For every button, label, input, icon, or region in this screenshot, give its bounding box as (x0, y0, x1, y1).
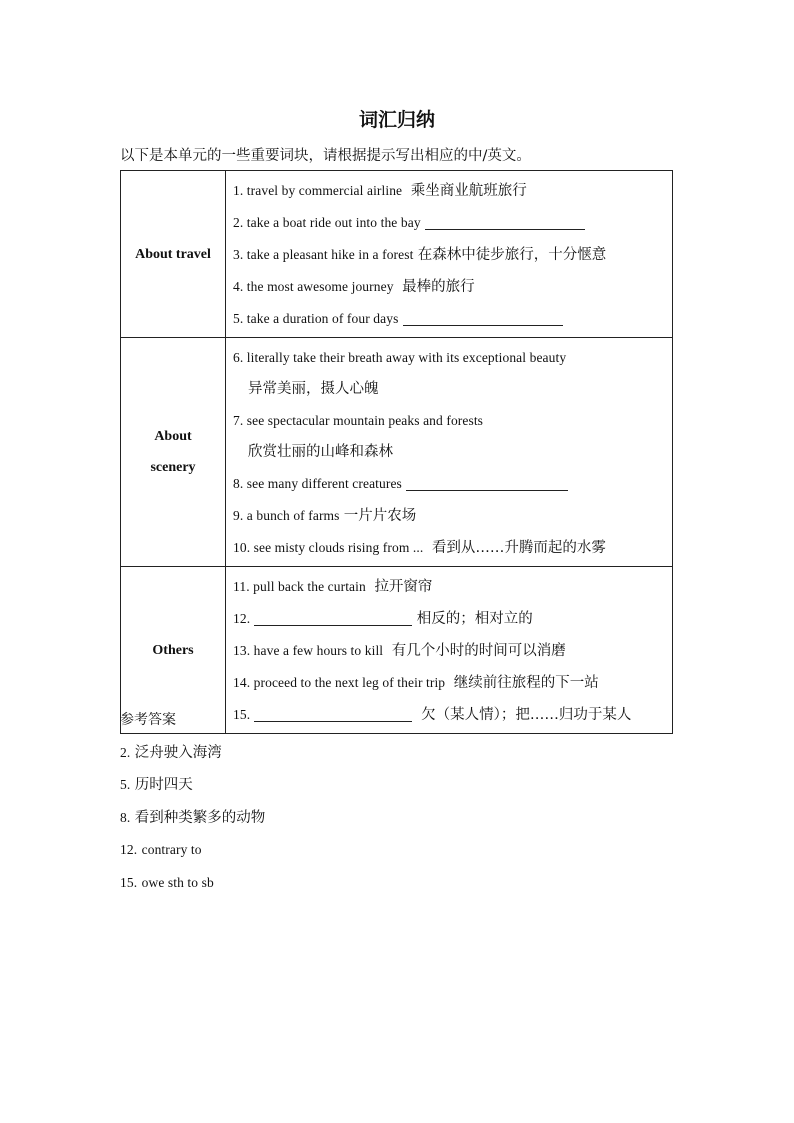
answer-number: 5. (120, 777, 131, 792)
category-cell (121, 171, 226, 338)
section-about-scenery (121, 338, 673, 567)
answer-text: contrary to (141, 842, 202, 857)
vocab-entry (233, 342, 672, 374)
vocab-entry (233, 207, 672, 239)
entry-chinese: 欠（某人情）；把……归功于某人 (421, 707, 632, 723)
entry-chinese: 有几个小时的时间可以消磨 (391, 643, 566, 659)
entry-english: 12. (233, 611, 251, 626)
entry-english: 7. see spectacular mountain peaks and forests (233, 413, 484, 428)
entry-english: 13. have a few hours to kill (233, 643, 384, 658)
entry-english: 11. pull back the curtain (233, 579, 366, 594)
answer-text: owe sth to sb (141, 874, 214, 890)
answer-item (120, 867, 265, 900)
vocab-entry (233, 635, 672, 667)
entry-chinese: 在森林中徒步旅行，十分惬意 (417, 247, 607, 263)
entry-english: 6. literally take their breath away with its exceptional beauty (233, 350, 567, 365)
answer-blank (425, 215, 585, 230)
answer-number: 8. (120, 809, 131, 825)
answer-key-heading: 参考答案 (120, 712, 176, 728)
entry-english: 4. the most awesome journey (233, 279, 394, 294)
entry-english: 1. travel by commercial airline (233, 183, 403, 198)
entry-chinese: 继续前往旅程的下一站 (453, 675, 599, 691)
vocab-entry (233, 374, 672, 405)
answer-key (120, 705, 265, 899)
category-label: About (154, 429, 192, 444)
entry-english: 2. take a boat ride out into the bay (233, 215, 421, 230)
answer-text: 看到种类繁多的动物 (134, 809, 266, 826)
entries-cell (226, 567, 673, 734)
entry-chinese: 异常美丽，摄人心魄 (248, 381, 379, 397)
entry-chinese: 拉开窗帘 (374, 579, 433, 595)
entry-chinese: 乘坐商业航班旅行 (410, 183, 527, 199)
entry-english: 9. a bunch of farms (233, 508, 340, 523)
vocab-entry (233, 239, 672, 271)
vocab-entry (233, 667, 672, 699)
entries-cell (226, 338, 673, 567)
entry-english: 8. see many different creatures (233, 476, 402, 491)
category-label: scenery (150, 460, 196, 475)
answer-blank (254, 611, 412, 626)
answer-item (120, 769, 265, 802)
vocab-entry (233, 437, 672, 468)
answer-text: 历时四天 (134, 777, 193, 793)
category-cell (121, 338, 226, 567)
vocabulary-table (120, 170, 673, 734)
page-title: 词汇归纳 (358, 109, 435, 131)
vocab-entry (233, 175, 672, 207)
answer-number: 12. (120, 842, 138, 857)
entry-chinese: 最棒的旅行 (402, 279, 475, 295)
section-about-travel (121, 171, 673, 338)
entry-chinese: 欣赏壮丽的山峰和森林 (248, 444, 393, 460)
vocab-entry (233, 571, 672, 603)
vocab-entry (233, 532, 672, 564)
entry-chinese: 看到从……升腾而起的水雾 (431, 540, 606, 556)
answer-item (120, 802, 265, 835)
vocab-entry (233, 603, 672, 635)
vocab-entry (233, 303, 672, 335)
vocab-entry (233, 271, 672, 303)
entry-english: 5. take a duration of four days (233, 311, 399, 326)
vocab-entry (233, 405, 672, 437)
answer-number: 15. (120, 874, 138, 890)
answer-item (120, 834, 265, 867)
category-label: Others (152, 642, 194, 658)
answer-blank (254, 707, 412, 722)
vocab-entry (233, 500, 672, 532)
vocab-entry (233, 468, 672, 500)
entry-english: 15. (233, 707, 251, 722)
entry-english: 3. take a pleasant hike in a forest (233, 247, 414, 262)
answer-blank (406, 476, 568, 491)
answer-number: 2. (120, 744, 131, 760)
entries-cell (226, 171, 673, 338)
answer-blank (403, 311, 563, 326)
vocab-entry (233, 699, 672, 731)
entry-english: 14. proceed to the next leg of their trip (233, 675, 446, 690)
answer-item (120, 737, 265, 770)
category-label: About travel (135, 246, 211, 262)
entry-chinese: 一片片农场 (343, 508, 417, 524)
entry-english: 10. see misty clouds rising from ... (233, 540, 424, 555)
answer-text: 泛舟驶入海湾 (134, 744, 222, 761)
entry-chinese: 相反的；相对立的 (416, 611, 533, 627)
instructions: 以下是本单元的一些重要词块，请根据提示写出相应的中/英文。 (120, 148, 531, 164)
